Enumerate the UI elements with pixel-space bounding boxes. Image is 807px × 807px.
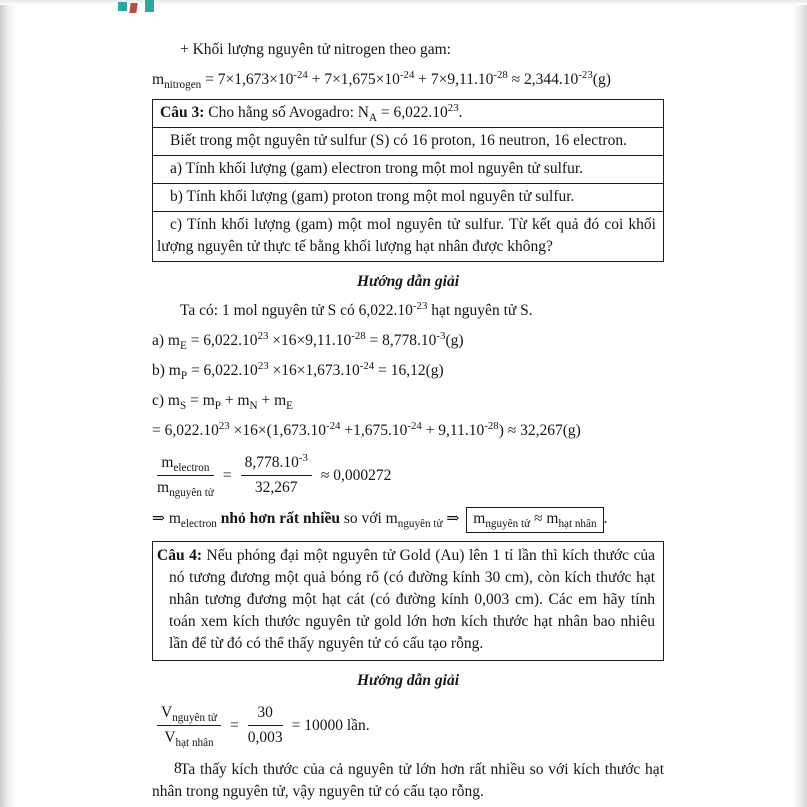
scan-artifact-teal [118, 2, 127, 11]
cau3-question-a: a) Tính khối lượng (gam) electron trong một mol nguyên tử sulfur. [153, 156, 663, 184]
cau3-solution-line-a: a) $m_E = 6,022.10^{23} \times 16\times 9,11.10^{-28} = 8,778.10^{-3}(g)$ [152, 329, 464, 353]
ratio-rhs-denominator: 32,267 [254, 479, 298, 496]
ratio-lhs-denominator: $m_{nguyên tử}$ [157, 479, 214, 500]
scan-edge-right [793, 0, 807, 807]
boxed-key-result: $m_{nguyên tử} \approx m_{hạt nhân}$ [466, 507, 603, 533]
problem-box-cau4 [152, 541, 664, 661]
cau3-taco-line: Ta có: 1 mol nguyên tử S có $6,022.10^{-23}$ hạt nguyên tử S. [180, 299, 533, 319]
volume-ratio-equation [152, 702, 664, 749]
cau3-given-row: Biết trong một nguyên tử sulfur (S) có 16 proton, 16 neutron, 16 electron. [153, 128, 663, 156]
ratio-result: ≈ 0,000272 [320, 466, 392, 484]
page-content [152, 36, 664, 806]
cau3-solution-line-c2: = $6,022.10^{23} \times 16\times(1,673.10^{-24} +1,675.10^{-24} + 9,11.10^{-28}) \approx 32,267(g)$ [152, 419, 581, 439]
volume-equals-sign: = [229, 716, 239, 734]
page-number: 8 [174, 760, 182, 777]
volume-rhs-denominator: 0,003 [247, 729, 283, 746]
ratio-lhs-numerator: $m_{electron}$ [157, 452, 214, 476]
cau3-question-b: b) Tính khối lượng (gam) proton trong một mol nguyên tử sulfur. [153, 184, 663, 212]
volume-result: = 10000 lần. [291, 716, 370, 734]
cau3-solution-heading: Hướng dẫn giải [356, 273, 459, 290]
scan-artifact-red [129, 3, 137, 13]
volume-lhs-fraction [157, 702, 221, 749]
conclusion-period: . [603, 510, 608, 527]
ratio-rhs-fraction [241, 452, 312, 499]
cau3-conclusion-line [152, 507, 664, 533]
volume-lhs-denominator: $V_{hạt nhân}$ [164, 729, 214, 750]
cau4-solution-heading: Hướng dẫn giải [356, 672, 459, 689]
ratio-equals-sign: = [222, 466, 232, 484]
cau3-header-row: Câu 3: Cho hằng số Avogadro: $N_A = 6,022.10^{23}$. [153, 100, 663, 128]
cau4-text: Câu 4: Nếu phóng đại một nguyên tử Gold (Au) lên 1 tỉ lần thì kích thước của nó tương đương một quả bóng rổ (có đường kính 30 cm), còn kích thước hạt nhân tương đương một hạt cát (có đường kính 0,003 cm). Các em hãy tính toán xem kích thước nguyên tử gold lớn hơn kích thước hạt nhân bao nhiêu lần để từ đó có thể thấy nguyên tử có cấu tạo rỗng. [157, 547, 655, 652]
volume-lhs-numerator: $V_{nguyên tử}$ [157, 702, 221, 726]
scan-artifact-teal [145, 0, 154, 12]
ratio-lhs-fraction [157, 452, 214, 499]
nitrogen-mass-formula: $m_{nitrogen} = 7\times 1,673\times 10^{-24} + 7\times 1,675\times 10^{-24} + 7\times 9,11.10^{-28} \approx 2,344.10^{-23}(g)$ [152, 68, 611, 92]
volume-rhs-fraction [248, 702, 283, 749]
cau4-final-paragraph: Ta thấy kích thước của cả nguyên tử lớn hơn rất nhiều so với kích thước hạt nhân trong nguyên tử, vậy nguyên tử có cấu tạo rỗng. [152, 761, 664, 800]
cau3-solution-line-b: b) $m_P = 6,022.10^{23} \times 16\times 1,673.10^{-24} = 16,12(g)$ [152, 359, 444, 383]
nitrogen-intro-line: + Khối lượng nguyên tử nitrogen theo gam: [180, 41, 451, 58]
problem-box-cau3 [152, 99, 664, 262]
cau3-solution-line-c1: c) $m_S = m_P + m_N + m_E$ [152, 392, 293, 413]
electron-mass-ratio-equation [152, 452, 664, 499]
cau3-question-c: c) Tính khối lượng (gam) một mol nguyên tử sulfur. Từ kết quả đó coi khối lượng nguyên tử thực tế bằng khối lượng hạt nhân được không? [157, 216, 656, 255]
volume-rhs-numerator: 30 [248, 702, 283, 726]
scan-edge-left [0, 0, 16, 807]
ratio-rhs-numerator: $8,778.10^{-3}$ [241, 452, 312, 476]
conclusion-text: ⇒ $m_{electron}$ nhỏ hơn rất nhiều so với $m_{nguyên tử}$ ⇒ [152, 510, 464, 531]
